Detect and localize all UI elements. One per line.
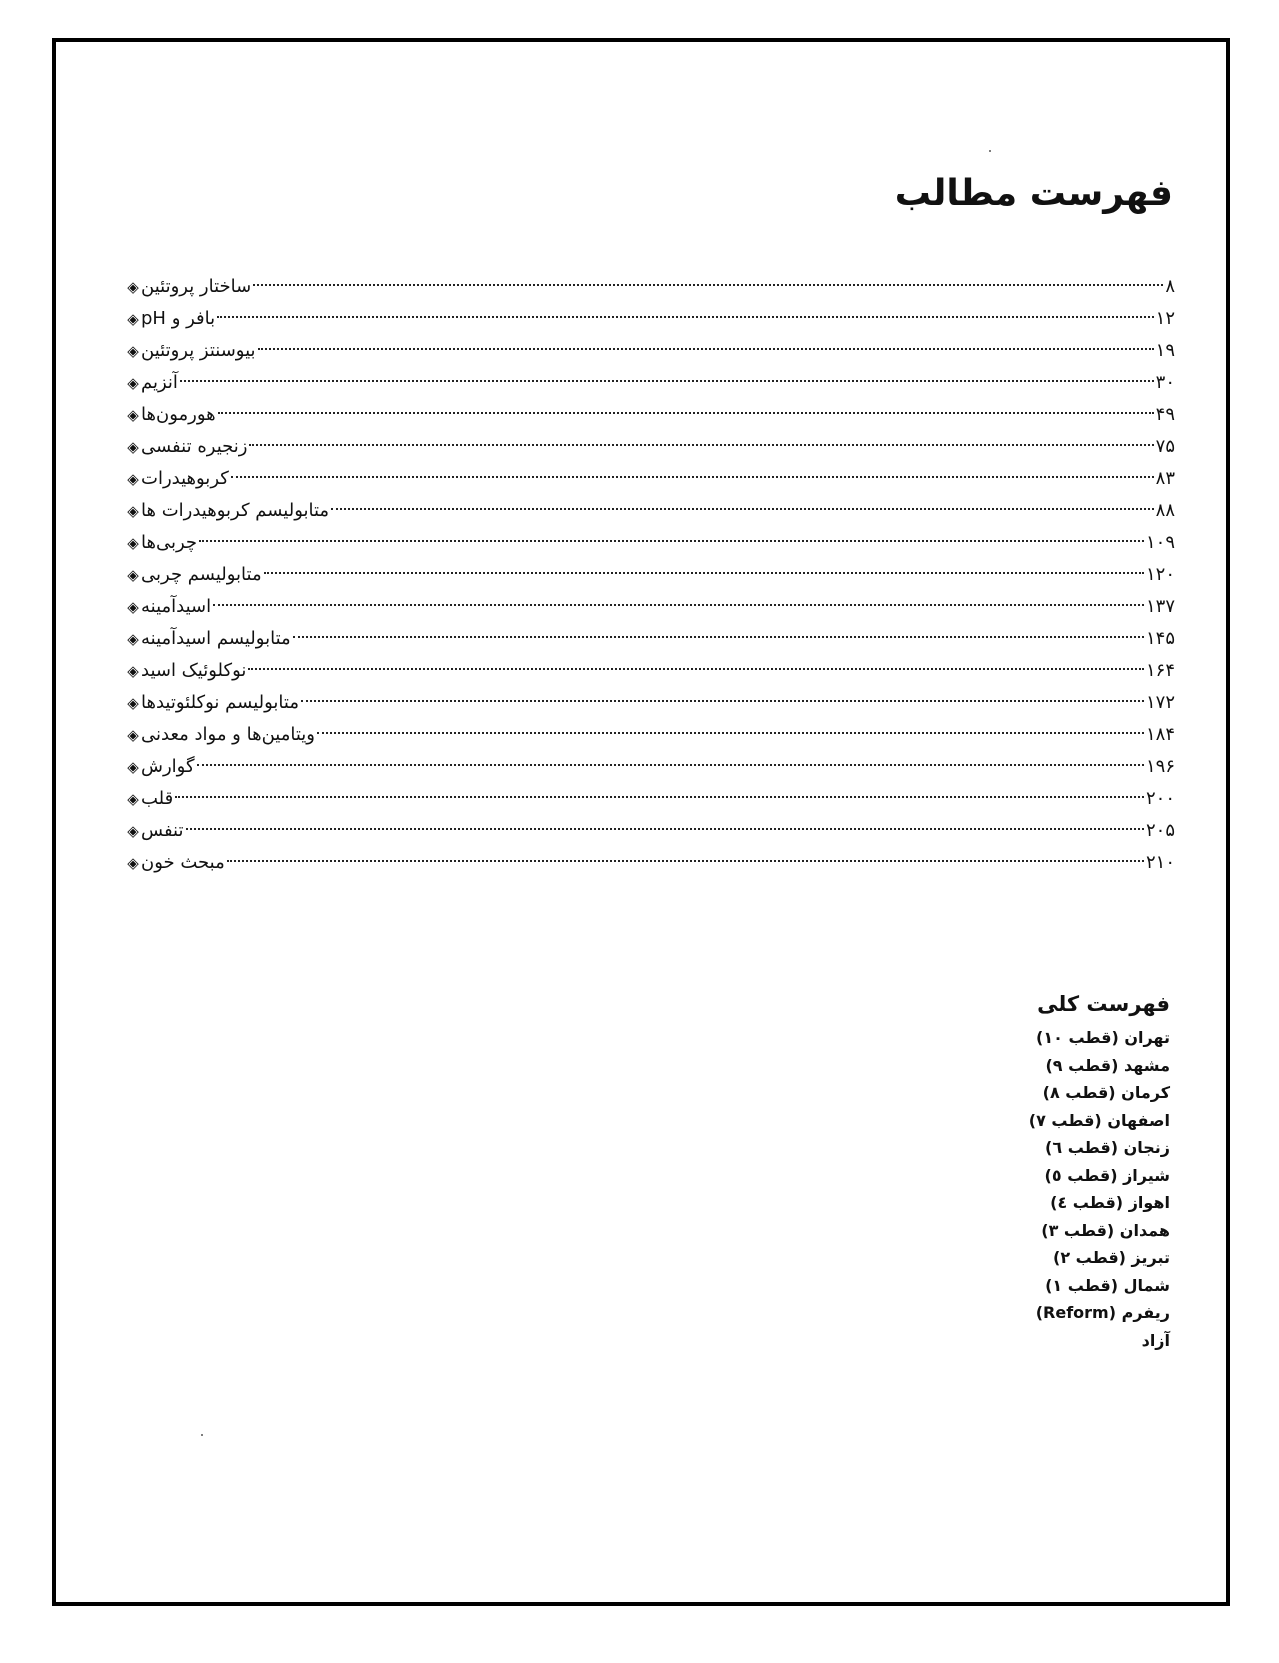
toc-entry-page-number: ۱۸۴ bbox=[1145, 724, 1175, 745]
toc-entry-title: اسیدآمینه bbox=[141, 596, 212, 617]
general-index-item[interactable]: آزاد bbox=[1141, 1330, 1170, 1350]
dot-leader bbox=[253, 284, 1163, 286]
toc-entry-title: کربوهیدرات bbox=[141, 468, 229, 489]
diamond-bullet-icon: ◈ bbox=[127, 342, 139, 360]
toc-entry[interactable] bbox=[117, 655, 1175, 687]
table-of-contents bbox=[117, 271, 1175, 879]
toc-entry[interactable] bbox=[117, 591, 1175, 623]
toc-entry[interactable] bbox=[117, 303, 1175, 335]
dot-leader bbox=[258, 348, 1154, 350]
toc-entry-title: نوکلوئیک اسید bbox=[141, 660, 247, 681]
toc-entry[interactable] bbox=[117, 623, 1175, 655]
toc-entry-title: ساختار پروتئین bbox=[141, 276, 252, 297]
dot-leader bbox=[293, 636, 1144, 638]
toc-entry-page-number: ۷۵ bbox=[1155, 436, 1175, 457]
toc-entry[interactable] bbox=[117, 687, 1175, 719]
dot-leader bbox=[213, 604, 1144, 606]
diamond-bullet-icon: ◈ bbox=[127, 662, 139, 680]
general-index-item[interactable]: زنجان (قطب ٦) bbox=[1045, 1138, 1170, 1157]
toc-entry-page-number: ۱۷۲ bbox=[1145, 692, 1175, 713]
toc-entry-title: چربی‌ها bbox=[141, 532, 198, 553]
toc-entry-title: متابولیسم چربی bbox=[141, 564, 262, 585]
toc-entry-title: بافر و pH bbox=[141, 308, 216, 329]
toc-entry-page-number: ۴۹ bbox=[1155, 404, 1175, 425]
toc-entry[interactable] bbox=[117, 847, 1175, 879]
diamond-bullet-icon: ◈ bbox=[127, 438, 139, 456]
toc-entry-page-number: ۱۳۷ bbox=[1145, 596, 1175, 617]
diamond-bullet-icon: ◈ bbox=[127, 694, 139, 712]
toc-entry[interactable] bbox=[117, 527, 1175, 559]
toc-entry-page-number: ۳۰ bbox=[1155, 372, 1175, 393]
diamond-bullet-icon: ◈ bbox=[127, 406, 139, 424]
toc-entry-page-number: ۱۹ bbox=[1155, 340, 1175, 361]
toc-entry[interactable] bbox=[117, 495, 1175, 527]
diamond-bullet-icon: ◈ bbox=[127, 566, 139, 584]
dot-leader bbox=[175, 796, 1144, 798]
toc-entry[interactable] bbox=[117, 271, 1175, 303]
dot-leader bbox=[180, 380, 1154, 382]
general-index-item[interactable]: شمال (قطب ۱) bbox=[1045, 1275, 1170, 1295]
toc-entry-page-number: ۲۰۵ bbox=[1145, 820, 1175, 841]
dot-leader bbox=[199, 540, 1144, 542]
diamond-bullet-icon: ◈ bbox=[127, 726, 139, 744]
dot-leader bbox=[264, 572, 1144, 574]
diamond-bullet-icon: ◈ bbox=[127, 854, 139, 872]
diamond-bullet-icon: ◈ bbox=[127, 534, 139, 552]
general-index-title: فهرست کلی bbox=[1037, 992, 1170, 1016]
dot-leader bbox=[186, 828, 1144, 830]
page-title: فهرست مطالب bbox=[894, 173, 1173, 214]
toc-entry-page-number: ۲۰۰ bbox=[1145, 788, 1175, 809]
toc-entry-title: هورمون‌ها bbox=[141, 404, 216, 425]
dot-leader bbox=[218, 412, 1154, 414]
toc-entry-page-number: ۱۲۰ bbox=[1145, 564, 1175, 585]
diamond-bullet-icon: ◈ bbox=[127, 822, 139, 840]
dot-leader bbox=[249, 444, 1153, 446]
toc-entry-title: تنفس bbox=[141, 820, 184, 841]
general-index-item[interactable]: ریفرم (Reform) bbox=[1035, 1303, 1170, 1322]
dot-leader bbox=[197, 764, 1144, 766]
toc-entry-title: گوارش bbox=[141, 756, 195, 777]
toc-entry-page-number: ۸۳ bbox=[1155, 468, 1175, 489]
general-index-item[interactable]: تهران (قطب ۱۰) bbox=[1036, 1028, 1170, 1047]
diamond-bullet-icon: ◈ bbox=[127, 470, 139, 488]
toc-entry-page-number: ۱۹۶ bbox=[1145, 756, 1175, 777]
toc-entry[interactable] bbox=[117, 783, 1175, 815]
toc-entry-title: ویتامین‌ها و مواد معدنی bbox=[141, 724, 315, 745]
dot-leader bbox=[301, 700, 1144, 702]
general-index-item[interactable]: اصفهان (قطب ۷) bbox=[1028, 1110, 1170, 1130]
toc-entry[interactable] bbox=[117, 335, 1175, 367]
diamond-bullet-icon: ◈ bbox=[127, 598, 139, 616]
dot-leader bbox=[227, 860, 1144, 862]
toc-entry[interactable] bbox=[117, 367, 1175, 399]
toc-entry[interactable] bbox=[117, 399, 1175, 431]
scan-speck bbox=[201, 1434, 203, 1436]
toc-entry-page-number: ۸ bbox=[1165, 276, 1175, 297]
diamond-bullet-icon: ◈ bbox=[127, 310, 139, 328]
toc-entry-title: مبحث خون bbox=[141, 852, 225, 873]
toc-entry[interactable] bbox=[117, 431, 1175, 463]
toc-entry[interactable] bbox=[117, 463, 1175, 495]
general-index bbox=[1029, 990, 1170, 1354]
general-index-item[interactable]: کرمان (قطب ۸) bbox=[1042, 1083, 1170, 1102]
diamond-bullet-icon: ◈ bbox=[127, 630, 139, 648]
toc-entry-page-number: ۱۰۹ bbox=[1145, 532, 1175, 553]
toc-entry[interactable] bbox=[117, 719, 1175, 751]
diamond-bullet-icon: ◈ bbox=[127, 374, 139, 392]
general-index-item[interactable]: اهواز (قطب ٤) bbox=[1050, 1193, 1170, 1212]
toc-entry-title: بیوسنتز پروتئین bbox=[141, 340, 256, 361]
toc-entry-page-number: ۱۲ bbox=[1155, 308, 1175, 329]
toc-entry-title: متابولیسم اسیدآمینه bbox=[141, 628, 291, 649]
dot-leader bbox=[248, 668, 1144, 670]
toc-entry-page-number: ۱۴۵ bbox=[1145, 628, 1175, 649]
dot-leader bbox=[217, 316, 1154, 318]
general-index-item[interactable]: مشهد (قطب ۹) bbox=[1045, 1055, 1170, 1075]
diamond-bullet-icon: ◈ bbox=[127, 502, 139, 520]
dot-leader bbox=[317, 732, 1144, 734]
toc-entry-title: متابولیسم نوکلئوتیدها bbox=[141, 692, 299, 713]
general-index-item[interactable]: همدان (قطب ۳) bbox=[1041, 1220, 1170, 1240]
general-index-item[interactable]: شیراز (قطب ٥) bbox=[1044, 1165, 1170, 1185]
general-index-item[interactable]: تبریز (قطب ۲) bbox=[1053, 1248, 1170, 1267]
toc-entry-page-number: ۱۶۴ bbox=[1145, 660, 1175, 681]
toc-entry-title: متابولیسم کربوهیدرات ها bbox=[141, 500, 330, 521]
toc-entry-title: زنجیره تنفسی bbox=[141, 436, 248, 457]
dot-leader bbox=[231, 476, 1154, 478]
toc-entry-title: آنزیم bbox=[141, 372, 178, 393]
toc-entry[interactable] bbox=[117, 751, 1175, 783]
toc-entry[interactable] bbox=[117, 815, 1175, 847]
general-index-list bbox=[1029, 1024, 1170, 1354]
dot-leader bbox=[331, 508, 1154, 510]
toc-entry-page-number: ۲۱۰ bbox=[1145, 852, 1175, 873]
diamond-bullet-icon: ◈ bbox=[127, 278, 139, 296]
toc-entry-title: قلب bbox=[141, 788, 174, 809]
scan-speck bbox=[989, 150, 991, 152]
diamond-bullet-icon: ◈ bbox=[127, 790, 139, 808]
diamond-bullet-icon: ◈ bbox=[127, 758, 139, 776]
toc-entry-page-number: ۸۸ bbox=[1155, 500, 1175, 521]
toc-entry[interactable] bbox=[117, 559, 1175, 591]
